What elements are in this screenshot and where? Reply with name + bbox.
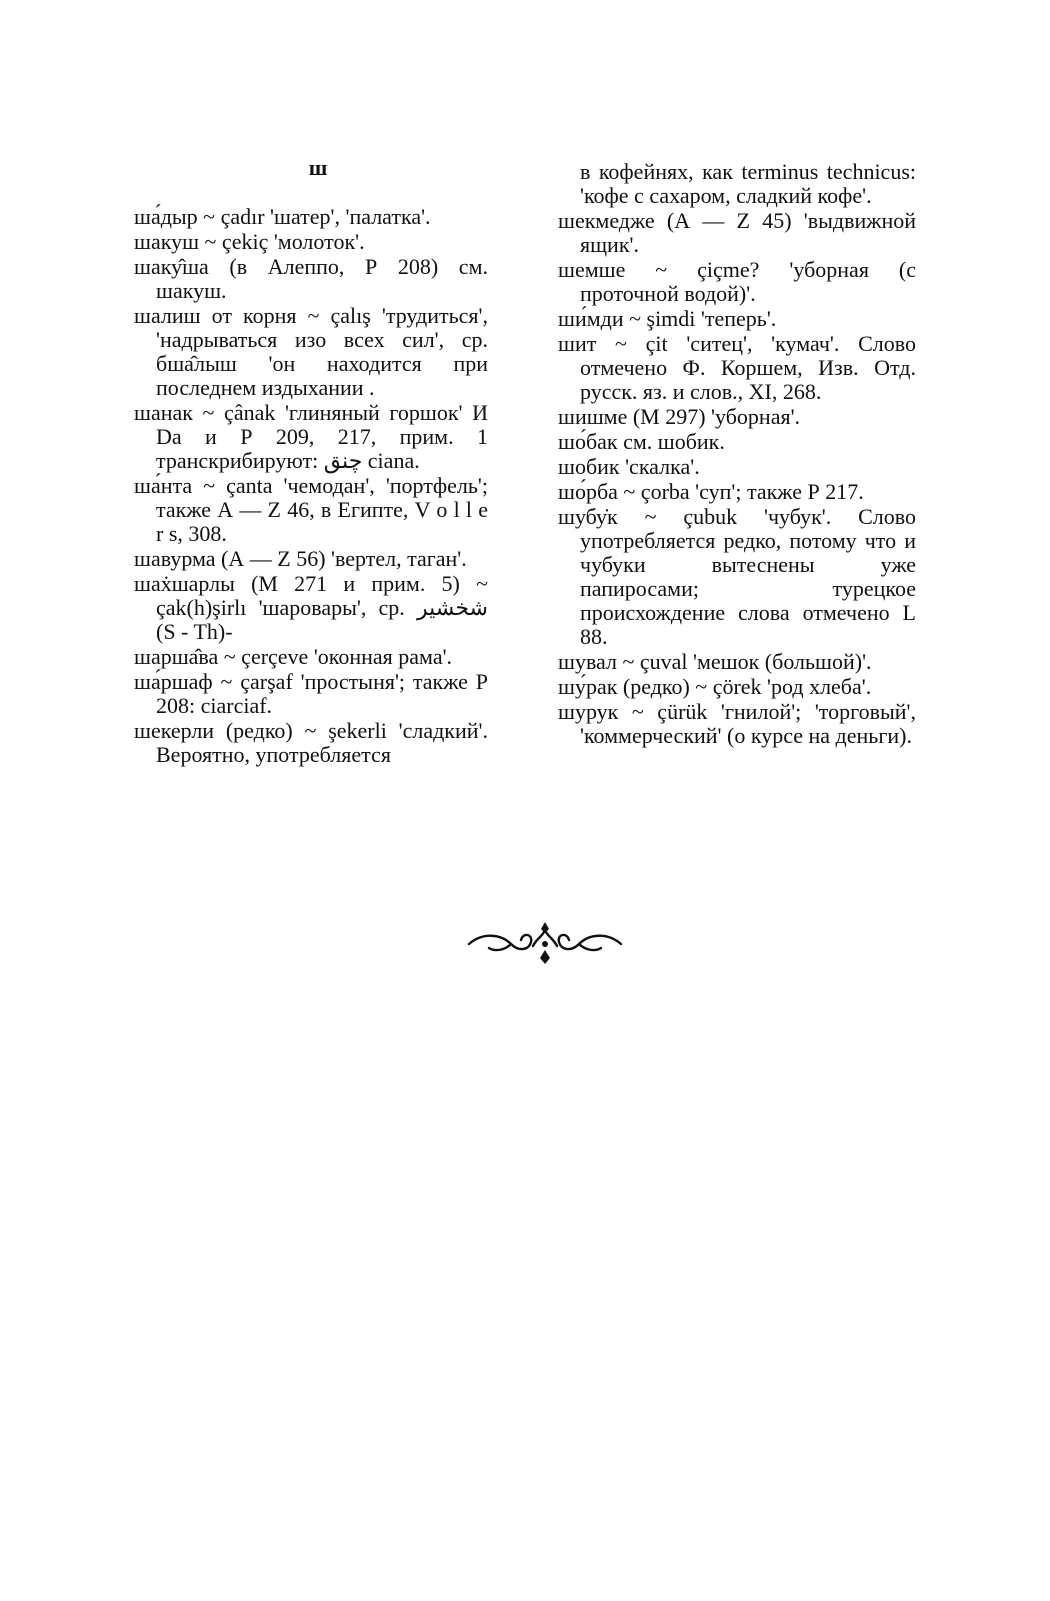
- dictionary-entry: шу́рак (редко) ~ çörek 'род хлеба'.: [558, 674, 872, 699]
- dictionary-entry: шалиш от корня ~ çalış 'трудиться', 'надрываться изо всех сил', ср. бша̂лыш 'он находится при последнем издыхании .: [134, 303, 488, 400]
- dictionary-entry: ша́дыр ~ çadır 'шатер', 'палатка'.: [134, 204, 431, 229]
- dictionary-entry: ши́мди ~ şimdi 'теперь'.: [558, 306, 777, 331]
- dictionary-entry: шо́рба ~ çorba 'суп'; также Р 217.: [558, 479, 864, 504]
- dictionary-entry: шекмедже (А — Z 45) 'выдвижной ящик'.: [558, 208, 916, 257]
- dictionary-entry: шакуш ~ çekiç 'молоток'.: [134, 229, 365, 254]
- dictionary-entry: шаку̂ша (в Алеппо, Р 208) см. шакуш.: [134, 254, 488, 303]
- entry-continuation: в кофейнях, как terminus technicus: 'кофе с сахаром, сладкий кофе'.: [580, 159, 916, 208]
- dictionary-entry: шубу̇к ~ çubuk 'чубук'. Слово употребляется редко, потому что и чубуки вытеснены уже папиросами; турецкое происхождение слова отмечено L 88.: [558, 504, 916, 649]
- dictionary-entry: ша́ршаф ~ çarşaf 'простыня'; также Р 208: ciarciaf.: [134, 669, 488, 718]
- dictionary-entry: шишме (М 297) 'уборная'.: [558, 404, 801, 429]
- dictionary-entry: шобик 'скалка'.: [558, 454, 700, 479]
- dictionary-entry: шурук ~ çürük 'гнилой'; 'торговый', 'коммерческий' (о курсе на деньги).: [558, 699, 916, 748]
- dictionary-entry: шувал ~ çuval 'мешок (большой)'.: [558, 649, 872, 674]
- section-letter: ш: [308, 155, 328, 180]
- dictionary-entry: шанак ~ çânak 'глиняный горшок' И Da и Р 209, 217, прим. 1 транскрибируют: چنق ciana.: [134, 400, 488, 473]
- dictionary-entry: шаẋшарлы (М 271 и прим. 5) ~ çak(h)şirlı 'шаровары', ср. شخشير (S - Th)-: [134, 571, 488, 644]
- dictionary-entry: шарша̂ва ~ çerçeve 'оконная рама'.: [134, 644, 453, 669]
- ornamental-flourish-icon: [465, 920, 625, 966]
- right-column: [558, 160, 916, 749]
- dictionary-entry: шо́бак см. шобик.: [558, 429, 725, 454]
- dictionary-entry: шит ~ çit 'ситец', 'кумач'. Слово отмечено Ф. Коршем, Изв. Отд. русск. яз. и слов., XI, 268.: [558, 331, 916, 404]
- dictionary-entry: шекерли (редко) ~ şekerli 'сладкий'. Вероятно, употребляется: [134, 718, 488, 767]
- dictionary-entry: шавурма (А — Z 56) 'вертел, таган'.: [134, 546, 467, 571]
- dictionary-entry: ша́нта ~ çanta 'чемодан', 'портфель'; также А — Z 46, в Египте, V o l l e r s, 308.: [134, 473, 488, 546]
- dictionary-entry: шемше ~ çiçme? 'уборная (с проточной водой)'.: [558, 257, 916, 306]
- left-column: [134, 205, 488, 768]
